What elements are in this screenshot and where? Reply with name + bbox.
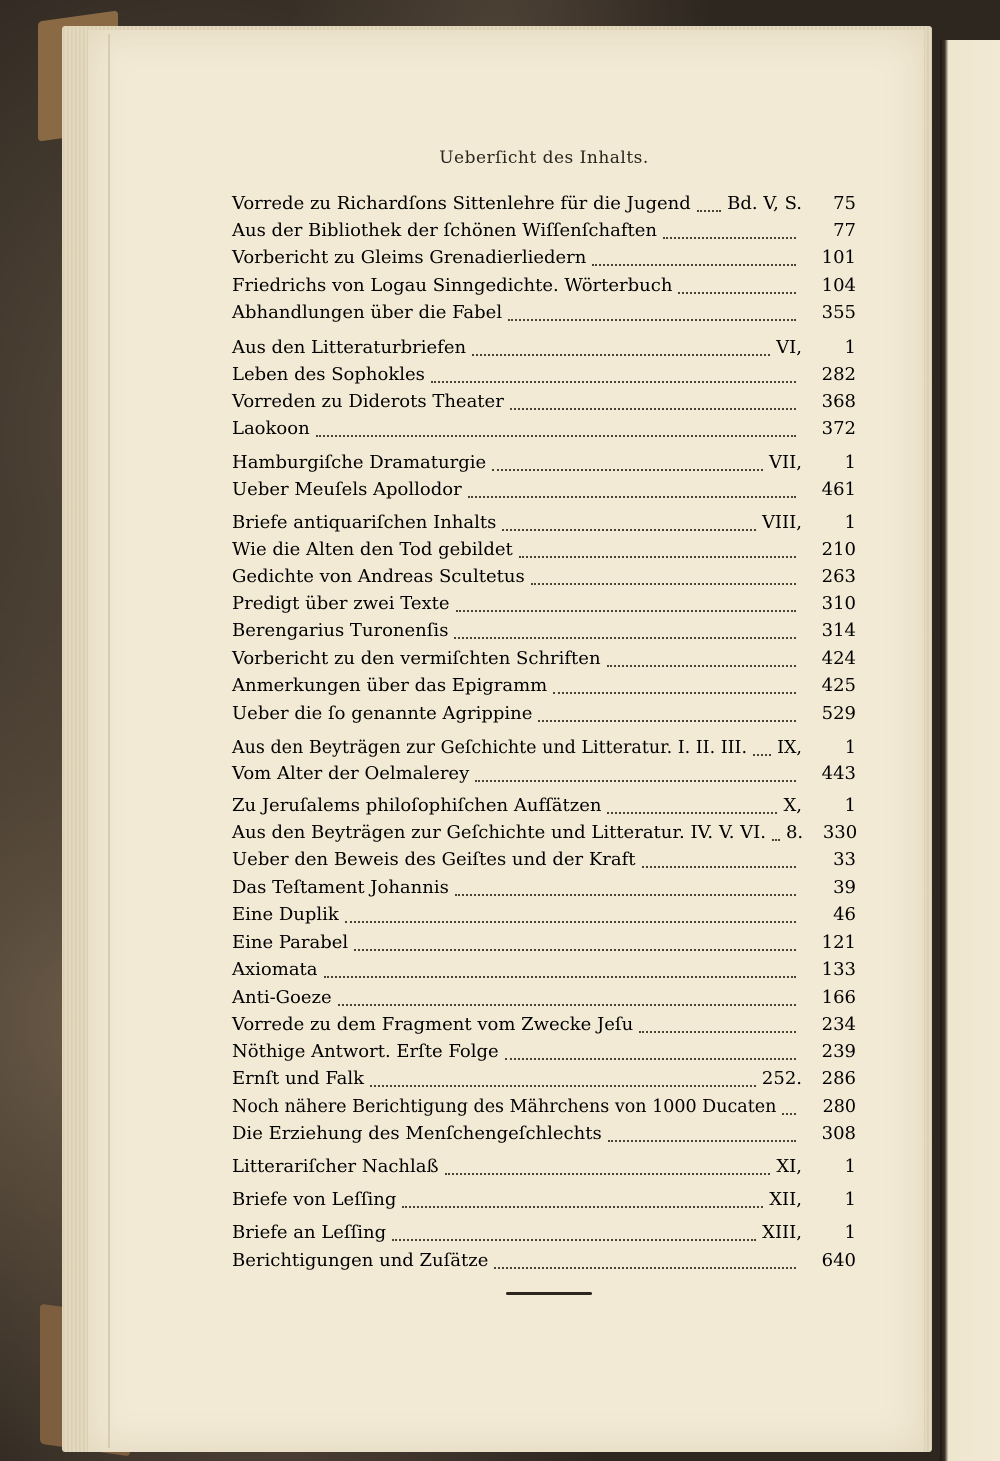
toc-entry-volume: Bd. V, S. [727, 193, 802, 214]
toc-entry-page: 166 [821, 987, 856, 1008]
toc-entry-page: 133 [821, 959, 856, 980]
toc-entry-title: Friedrichs von Logau Sinngedichte. Wörterbuch [232, 275, 673, 296]
toc-entry-page: 1 [844, 337, 856, 358]
dot-leader [338, 990, 796, 1006]
toc-entry-page: 314 [821, 620, 856, 641]
toc-entry-title: Briefe an Leſſing [232, 1222, 387, 1243]
toc-entry [232, 591, 856, 617]
toc-entry-page: 310 [821, 593, 856, 614]
toc-entry-title: Das Teſtament Johannis [232, 877, 449, 898]
toc-entry-page: 308 [821, 1123, 856, 1144]
dot-leader [508, 305, 796, 321]
toc-entry [232, 1248, 856, 1274]
toc-entry [232, 618, 856, 644]
toc-entry-page: 1 [844, 512, 856, 533]
toc-entry-page: 75 [833, 193, 856, 214]
toc-entry [232, 646, 856, 672]
toc-entry-page: 210 [821, 539, 856, 560]
dot-leader [553, 678, 796, 694]
toc-entry-title: Vorrede zu Richardſons Sittenlehre für die Jugend [232, 193, 691, 214]
dot-leader [431, 367, 796, 383]
dot-leader [753, 740, 771, 756]
dot-leader [678, 278, 796, 294]
toc-entry-volume: VI, [776, 337, 802, 358]
toc-entry [232, 1154, 856, 1180]
toc-entry [232, 1094, 856, 1120]
toc-entry-title: Wie die Alten den Tod gebildet [232, 539, 513, 560]
toc-entry-volume: VIII, [761, 512, 802, 533]
toc-entry-volume: XI, [776, 1156, 802, 1177]
toc-entry [232, 902, 856, 928]
toc-entry-volume: 8. [785, 822, 804, 843]
toc-entry [232, 1039, 856, 1065]
toc-entry-title: Eine Duplik [232, 904, 339, 925]
toc-entry-volume: IX, [777, 738, 802, 758]
toc-entry-title: Litterariſcher Nachlaß [232, 1156, 439, 1177]
dot-leader [455, 880, 796, 896]
toc-entry-title: Nöthige Antwort. Erſte Folge [232, 1041, 499, 1062]
toc-entry-page: 355 [821, 302, 856, 323]
toc-entry [232, 820, 856, 846]
toc-entry-page: 282 [821, 364, 856, 385]
toc-entry-title: Vorbericht zu den vermiſchten Schriften [232, 648, 601, 669]
toc-entry-volume: X, [783, 795, 802, 816]
toc-entry [232, 673, 856, 699]
toc-entry [232, 985, 856, 1011]
toc-entry-volume: 252. [761, 1068, 802, 1089]
toc-entry-title: Aus den Beyträgen zur Geſchichte und Litteratur. I. II. III. [232, 738, 748, 758]
dot-leader [607, 651, 796, 667]
toc-entry-page: 101 [821, 247, 856, 268]
dot-leader [445, 1159, 771, 1175]
toc-entry-page: 443 [821, 763, 856, 784]
toc-entry-page: 461 [821, 479, 856, 500]
toc-entry [232, 1066, 856, 1092]
toc-entry-page: 1 [844, 452, 856, 473]
toc-entry-page: 424 [821, 648, 856, 669]
toc-entry-page: 77 [833, 220, 856, 241]
dot-leader [592, 250, 796, 266]
toc-entry-page: 239 [821, 1041, 856, 1062]
toc-entry-page: 263 [821, 566, 856, 587]
toc-entry [232, 389, 856, 415]
dot-leader [354, 935, 796, 951]
toc-entry [232, 335, 856, 361]
dot-leader [502, 515, 756, 531]
toc-entry-title: Ueber den Beweis des Geiſtes und der Kraft [232, 849, 636, 870]
dot-leader [663, 223, 796, 239]
dot-leader [475, 766, 796, 782]
toc-entry-page: 368 [821, 391, 856, 412]
dot-leader [607, 798, 777, 814]
dot-leader [454, 623, 796, 639]
dot-leader [468, 482, 796, 498]
toc-entry-title: Vorbericht zu Gleims Grenadierliedern [232, 247, 587, 268]
toc-entry-page: 280 [822, 1097, 856, 1117]
toc-entry-page: 234 [821, 1014, 856, 1035]
toc-entry-title: Eine Parabel [232, 932, 349, 953]
toc-entry [232, 564, 856, 590]
dot-leader [697, 196, 721, 212]
dot-leader [782, 1099, 796, 1115]
toc-entry-page: 286 [821, 1068, 856, 1089]
toc-entry [232, 416, 856, 442]
toc-entry-page: 1 [844, 1222, 856, 1243]
dot-leader [519, 542, 796, 558]
toc-entry [232, 450, 856, 476]
dot-leader [642, 852, 796, 868]
toc-entry-title: Vorrede zu dem Fragment vom Zwecke Jeſu [232, 1014, 634, 1035]
toc-entry [232, 957, 856, 983]
dot-leader [472, 340, 770, 356]
toc-entry [232, 761, 856, 787]
toc-entry-title: Abhandlungen über die Fabel [232, 302, 503, 323]
toc-entry-title: Berichtigungen und Zuſätze [232, 1250, 489, 1271]
toc-entry-page: 1 [844, 1189, 856, 1210]
dot-leader [324, 962, 796, 978]
toc-entry [232, 847, 856, 873]
toc-entry [232, 245, 856, 271]
dot-leader [402, 1192, 763, 1208]
toc-entry-page: 330 [822, 822, 858, 843]
toc-entry-title: Vorreden zu Diderots Theater [232, 391, 504, 412]
toc-entry-title: Predigt über zwei Texte [232, 593, 450, 614]
toc-entry [232, 362, 856, 388]
toc-entry-title: Hamburgiſche Dramaturgie [232, 452, 487, 473]
toc-entry-title: Vom Alter der Oelmalerey [232, 763, 470, 784]
toc-entry [232, 735, 856, 761]
toc-entry [232, 300, 856, 326]
toc-entry [232, 1187, 856, 1213]
toc-entry-page: 46 [833, 904, 856, 925]
toc-entry-title: Ueber die ſo genannte Agrippine [232, 703, 533, 724]
toc-entry-title: Leben des Sophokles [232, 364, 425, 385]
closing-rule [506, 1292, 592, 1295]
dot-leader [505, 1044, 796, 1060]
dot-leader [531, 569, 796, 585]
dot-leader [456, 596, 796, 612]
page-title: Ueberſicht des Inhalts. [439, 148, 649, 168]
toc-entry [232, 191, 856, 217]
toc-entry-volume: VII, [769, 452, 802, 473]
toc-entry-page: 372 [821, 418, 856, 439]
toc-entry-page: 1 [844, 1156, 856, 1177]
toc-entry-page: 104 [821, 275, 856, 296]
toc-entry-title: Briefe antiquariſchen Inhalts [232, 512, 497, 533]
toc-entry-page: 1 [844, 795, 856, 816]
toc-entry-page: 39 [833, 877, 856, 898]
toc-entry-title: Anmerkungen über das Epigramm [232, 675, 548, 696]
page-margin-line [108, 34, 110, 1448]
toc-entry [232, 793, 856, 819]
toc-entry-page: 529 [821, 703, 856, 724]
toc-entry [232, 701, 856, 727]
dot-leader [510, 394, 796, 410]
dot-leader [492, 455, 763, 471]
toc-entry-title: Axiomata [232, 959, 318, 980]
dot-leader [345, 907, 796, 923]
dot-leader [392, 1225, 756, 1241]
toc-entry-title: Die Erziehung des Menſchengeſchlechts [232, 1123, 602, 1144]
toc-entry-title: Noch nähere Berichtigung des Mährchens von 1000 Ducaten [232, 1097, 777, 1117]
toc-entry-title: Gedichte von Andreas Scultetus [232, 566, 525, 587]
toc-entry-page: 33 [833, 849, 856, 870]
toc-entry-page: 121 [821, 932, 856, 953]
toc-entry [232, 1012, 856, 1038]
dot-leader [608, 1126, 796, 1142]
toc-entry [232, 537, 856, 563]
toc-entry [232, 1220, 856, 1246]
toc-entry [232, 1121, 856, 1147]
toc-entry-title: Zu Jeruſalems philoſophiſchen Aufſätzen [232, 795, 602, 816]
dot-leader [494, 1253, 796, 1269]
toc-entry-title: Briefe von Leſſing [232, 1189, 397, 1210]
toc-entry [232, 510, 856, 536]
toc-entry [232, 477, 856, 503]
toc-entry-title: Ernſt und Falk [232, 1068, 365, 1089]
dot-leader [639, 1017, 796, 1033]
toc-entry-title: Anti-Goeze [232, 987, 332, 1008]
toc-entry-page: 640 [821, 1250, 856, 1271]
dot-leader [370, 1071, 756, 1087]
facing-page [940, 40, 1000, 1461]
toc-entry [232, 273, 856, 299]
toc-entry-title: Ueber Meuſels Apollodor [232, 479, 462, 500]
toc-entry-page: 425 [821, 675, 856, 696]
dot-leader [538, 706, 796, 722]
toc-entry [232, 875, 856, 901]
toc-entry-title: Aus der Bibliothek der ſchönen Wiſſenſchaften [232, 220, 657, 241]
toc-entry-page: 1 [844, 738, 856, 758]
toc-entry-volume: XII, [769, 1189, 802, 1210]
dot-leader [772, 825, 780, 841]
toc-entry-title: Aus den Beyträgen zur Geſchichte und Litteratur. IV. V. VI. [232, 822, 766, 843]
toc-entry-title: Aus den Litteraturbriefen [232, 337, 467, 358]
toc-entry-title: Berengarius Turonenſis [232, 620, 449, 641]
dot-leader [316, 421, 796, 437]
toc-entry [232, 218, 856, 244]
toc-entry-volume: XIII, [762, 1222, 802, 1243]
toc-entry-title: Laokoon [232, 418, 310, 439]
toc-entry [232, 930, 856, 956]
